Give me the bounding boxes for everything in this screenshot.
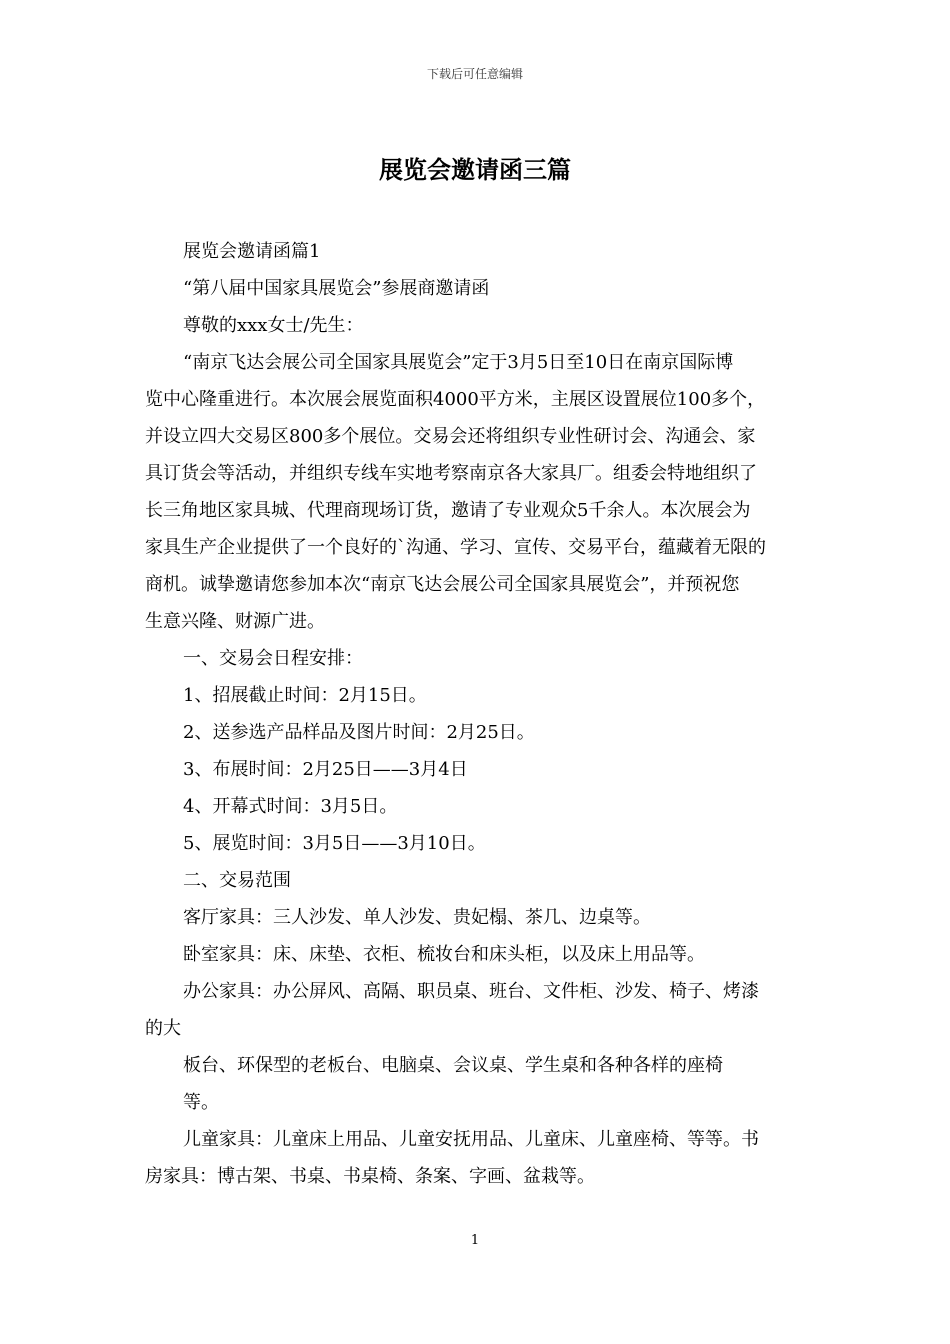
- scope-item: 卧室家具：床、床垫、衣柜、梳妆台和床头柜，以及床上用品等。: [183, 944, 705, 965]
- body-line: 览中心隆重进行。本次展会展览面积4000平方米，主展区设置展位100多个，: [145, 389, 766, 410]
- body-line: 并设立四大交易区800多个展位。交易会还将组织专业性研讨会、沟通会、家: [145, 426, 756, 447]
- scope-item: 儿童家具：儿童床上用品、儿童安抚用品、儿童床、儿童座椅、等等。书: [183, 1129, 759, 1150]
- schedule-heading: 一、交易会日程安排：: [183, 648, 363, 669]
- schedule-item: 4、开幕式时间：3月5日。: [183, 796, 398, 817]
- scope-item-continuation: 等。: [183, 1092, 219, 1113]
- body-line: 家具生产企业提供了一个良好的`沟通、学习、宣传、交易平台，蕴藏着无限的: [145, 537, 766, 558]
- schedule-item: 3、布展时间：2月25日——3月4日: [183, 759, 468, 780]
- body-line: 生意兴隆、财源广进。: [145, 611, 325, 632]
- body-line: “南京飞达会展公司全国家具展览会”定于3月5日至10日在南京国际博: [183, 352, 734, 373]
- salutation: 尊敬的xxx女士/先生：: [183, 315, 364, 336]
- body-line: 长三角地区家具城、代理商现场订货，邀请了专业观众5千余人。本次展会为: [145, 500, 751, 521]
- section-heading: 展览会邀请函篇1: [183, 241, 321, 262]
- invitation-subtitle: “第八届中国家具展览会”参展商邀请函: [183, 278, 490, 299]
- scope-item-continuation: 板台、环保型的老板台、电脑桌、会议桌、学生桌和各种各样的座椅: [183, 1055, 723, 1076]
- schedule-item: 2、送参选产品样品及图片时间：2月25日。: [183, 722, 535, 743]
- scope-item-continuation: 房家具：博古架、书桌、书桌椅、条案、字画、盆栽等。: [145, 1166, 595, 1187]
- body-line: 商机。诚挚邀请您参加本次“南京飞达会展公司全国家具展览会”，并预祝您: [145, 574, 740, 595]
- scope-item-continuation: 的大: [145, 1018, 181, 1039]
- page-number: 1: [470, 1233, 480, 1248]
- page-header-note: 下载后可任意编辑: [426, 67, 523, 81]
- scope-heading: 二、交易范围: [183, 870, 291, 891]
- scope-item: 办公家具：办公屏风、高隔、职员桌、班台、文件柜、沙发、椅子、烤漆: [183, 981, 759, 1002]
- document-title: 展览会邀请函三篇: [379, 155, 571, 184]
- schedule-item: 1、招展截止时间：2月15日。: [183, 685, 427, 706]
- body-line: 具订货会等活动，并组织专线车实地考察南京各大家具厂。组委会特地组织了: [145, 463, 757, 484]
- scope-item: 客厅家具：三人沙发、单人沙发、贵妃榻、茶几、边桌等。: [183, 907, 651, 928]
- schedule-item: 5、展览时间：3月5日——3月10日。: [183, 833, 486, 854]
